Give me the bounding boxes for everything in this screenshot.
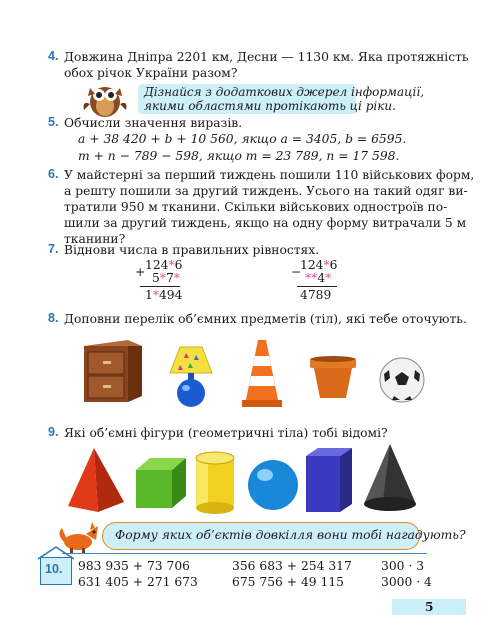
hint-box [138, 84, 425, 114]
page-number: 5 [425, 599, 434, 614]
task-number: 10. [45, 562, 63, 576]
hint-text: якими областями протікають ці ріки. [144, 99, 396, 113]
add-result: 1*494 [145, 288, 183, 302]
add-operand-1: 124*6 [145, 258, 183, 272]
divider [62, 553, 427, 554]
owl-icon [80, 80, 130, 120]
task-text: а решту пошили за другий тиждень. Усього на такий одяг ви- [64, 184, 468, 198]
expression: 3000 · 4 [381, 575, 432, 589]
add-operand-2: 5*7* [152, 271, 180, 285]
task-text: Доповни перелік об’ємних предметів (тіл), які тебе оточують. [64, 312, 467, 326]
expression: m + n − 789 − 598, якщо m = 23 789, n = 17 598. [78, 149, 400, 163]
task-number: 9. [48, 425, 59, 439]
sub-operator: − [291, 265, 302, 279]
nightstand-image [76, 338, 146, 408]
task-number: 4. [48, 49, 59, 63]
task-number: 7. [48, 242, 59, 256]
prism-image [300, 446, 356, 514]
pyramid-image [64, 446, 128, 514]
expression: 300 · 3 [381, 559, 425, 573]
task-text: обох річок України разом? [64, 66, 238, 80]
task-text: У майстерні за перший тиждень пошили 110 військових форм, [64, 168, 475, 182]
speech-bubble [102, 522, 466, 550]
expression: 356 683 + 254 317 [232, 559, 352, 573]
add-operator: + [135, 265, 146, 279]
cone-image [360, 442, 420, 514]
lamp-image [166, 343, 216, 409]
hint-text: Дізнайся з додаткових джерел інформації, [144, 85, 425, 99]
expression: 631 405 + 271 673 [78, 575, 198, 589]
task-text: Віднови числа в правильних рівностях. [64, 243, 320, 257]
task-text: Які об’ємні фігури (геометричні тіла) тобі відомі? [64, 426, 388, 440]
sum-line [140, 286, 180, 287]
sphere-image [246, 458, 300, 512]
sub-operand-1: 124*6 [300, 258, 338, 272]
cylinder-image [192, 450, 238, 516]
expression: 675 756 + 49 115 [232, 575, 344, 589]
task-text: шили за другий тиждень, якщо на одну форму витрачали 5 м [64, 216, 467, 230]
task-text: тканини? [64, 232, 126, 246]
bubble-text: Форму яких об’єктів довкілля вони тобі нагадують? [115, 528, 466, 542]
task-number-box [40, 557, 72, 585]
cube-image [132, 454, 190, 512]
sub-result: 4789 [300, 288, 332, 302]
task-text: Довжина Дніпра 2201 км, Десни — 1130 км. Яка протяжність [64, 50, 469, 64]
task-number: 8. [48, 311, 59, 325]
difference-line [297, 286, 337, 287]
task-number: 5. [48, 115, 59, 129]
expression: 983 935 + 73 706 [78, 559, 190, 573]
flower-pot-image [308, 354, 358, 400]
task-text: Обчисли значення виразів. [64, 116, 243, 130]
task-number: 6. [48, 167, 59, 181]
expression: a + 38 420 + b + 10 560, якщо a = 3405, b = 6595. [78, 132, 407, 146]
sub-operand-2: **4* [305, 271, 332, 285]
traffic-cone-image [240, 338, 284, 410]
page-number-box [392, 599, 466, 615]
soccer-ball-image [378, 356, 426, 404]
task-text: тратили 950 м тканини. Скільки військових одностроїв по- [64, 200, 448, 214]
